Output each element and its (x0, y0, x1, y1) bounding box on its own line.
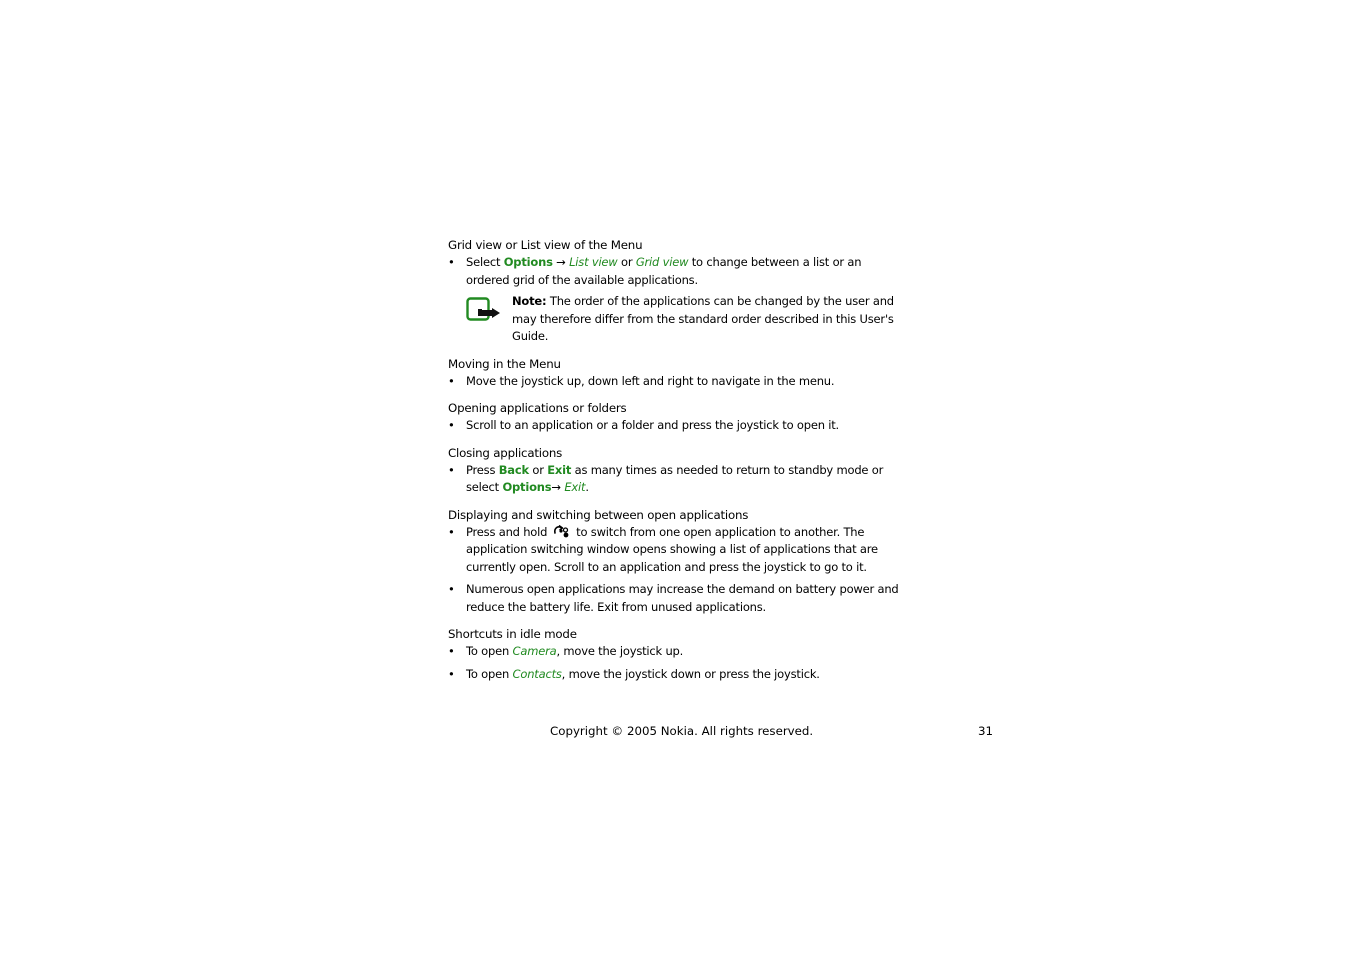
text-run: Press and hold (466, 524, 548, 539)
text-run: , move the joystick down or press the joystick. (561, 666, 820, 681)
contacts-app: Contacts (512, 666, 562, 681)
text-run: Numerous open applications may increase the demand on battery power and reduce the battery life. Exit from unused applications. (466, 582, 899, 614)
list-item (448, 524, 908, 577)
options-command: Options (502, 480, 552, 494)
application-switch-key-icon (553, 524, 571, 538)
text-run: to change between a list or an ordered grid of the available applications. (466, 255, 862, 287)
grid-view-option: Grid view (635, 255, 689, 269)
list-view-option: List view (569, 255, 618, 269)
copyright-notice: Copyright © 2005 Nokia. All rights reserved. (550, 724, 814, 738)
section-heading: Opening applications or folders (448, 401, 627, 415)
section-switching (448, 506, 908, 617)
section-grid-view (448, 236, 908, 346)
note-block (448, 293, 908, 346)
bullet-icon: • (448, 666, 455, 681)
note-text: The order of the applications can be changed by the user and may therefore differ from the standard order described in this User's Guide. (512, 294, 894, 343)
list-item (448, 254, 908, 289)
list-item (448, 666, 908, 684)
note-icon (466, 297, 502, 323)
exit-command: Exit (547, 462, 572, 477)
bullet-icon: • (448, 255, 455, 269)
arrow: → (552, 255, 570, 269)
text-run: to switch from one open application to another. The application switching window opens showing a list of applications that are currently open. Scroll to an application and press the joystick to go to it. (466, 524, 878, 574)
bullet-icon: • (448, 582, 455, 596)
section-heading: Moving in the Menu (448, 356, 561, 371)
exit-option: Exit (564, 480, 586, 494)
bullet-icon: • (448, 644, 455, 658)
arrow: → (551, 480, 565, 494)
section-heading: Closing applications (448, 445, 563, 460)
back-command: Back (498, 462, 529, 477)
text-run: Move the joystick up, down left and right to navigate in the menu. (466, 373, 835, 388)
list-item (448, 581, 908, 616)
text-run: Select (466, 255, 504, 269)
camera-app: Camera (512, 644, 557, 658)
list-item (448, 462, 908, 497)
section-moving (448, 355, 908, 391)
list-item (448, 643, 908, 661)
text-run: , move the joystick up. (556, 644, 684, 658)
section-opening (448, 399, 908, 435)
text-run: . (585, 480, 589, 494)
text-run: or (617, 255, 636, 269)
text-run: To open (466, 666, 513, 681)
text-run: as many times as needed to return to standby mode or select (466, 462, 884, 494)
bullet-icon: • (448, 418, 455, 432)
list-item (448, 417, 908, 435)
options-command: Options (503, 255, 553, 269)
text-run: Press (466, 462, 499, 477)
text-run: or (528, 462, 548, 477)
page-number: 31 (978, 724, 994, 738)
page-content (448, 236, 908, 692)
bullet-icon: • (448, 524, 455, 539)
bullet-icon: • (448, 462, 455, 477)
section-closing (448, 444, 908, 497)
text-run: Scroll to an application or a folder and press the joystick to open it. (466, 418, 840, 432)
note-label: Note: (512, 294, 547, 308)
text-run: To open (466, 644, 513, 658)
section-heading: Grid view or List view of the Menu (448, 238, 643, 252)
list-item (448, 373, 908, 391)
section-shortcuts (448, 625, 908, 683)
bullet-icon: • (448, 373, 455, 388)
section-heading: Displaying and switching between open applications (448, 507, 749, 522)
section-heading: Shortcuts in idle mode (448, 627, 577, 641)
